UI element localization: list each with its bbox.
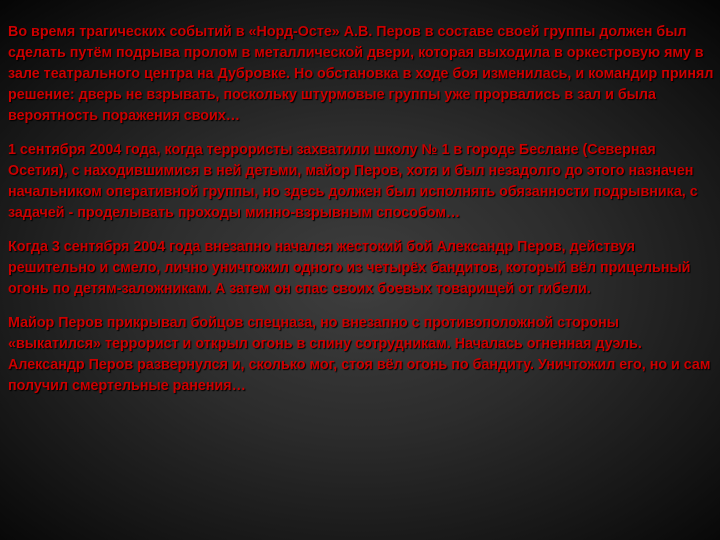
slide-text-body	[8, 22, 714, 410]
paragraph-battle-start: Когда 3 сентября 2004 года внезапно начался жестокий бой Александр Перов, действуя решительно и смело, лично уничтожил одного из четырёх бандитов, который вёл прицельный огонь по детям-заложникам. А затем он спас своих боевых товарищей от гибели.	[8, 239, 691, 297]
paragraph-beslan-assignment: 1 сентября 2004 года, когда террористы захватили школу № 1 в городе Беслане (Северная Осетия), с находившимися в ней детьми, майор Перов, хотя и был незадолго до этого назначен начальником оперативной группы, но здесь должен был исполнять обязанности подрывника, с задачей - проделывать проходы минно-взрывным способом…	[8, 142, 698, 221]
paragraph-final-duel: Майор Перов прикрывал бойцов спецназа, но внезапно с противоположной стороны «выкатился» террорист и открыл огонь в спину сотрудникам. Началась огненная дуэль. Александр Перов развернулся и, сколько мог, стоя вёл огонь по бандиту. Уничтожил его, но и сам получил смертельные ранения…	[8, 315, 711, 394]
paragraph-nord-ost: Во время трагических событий в «Норд-Осте» А.В. Перов в составе своей группы должен был сделать путём подрыва пролом в металлической двери, которая выходила в оркестровую яму в зале театрального центра на Дубровке. Но обстановка в ходе боя изменилась, и командир принял решение: дверь не взрывать, поскольку штурмовые группы уже прорвались в зал и была вероятность поражения своих…	[8, 24, 714, 124]
